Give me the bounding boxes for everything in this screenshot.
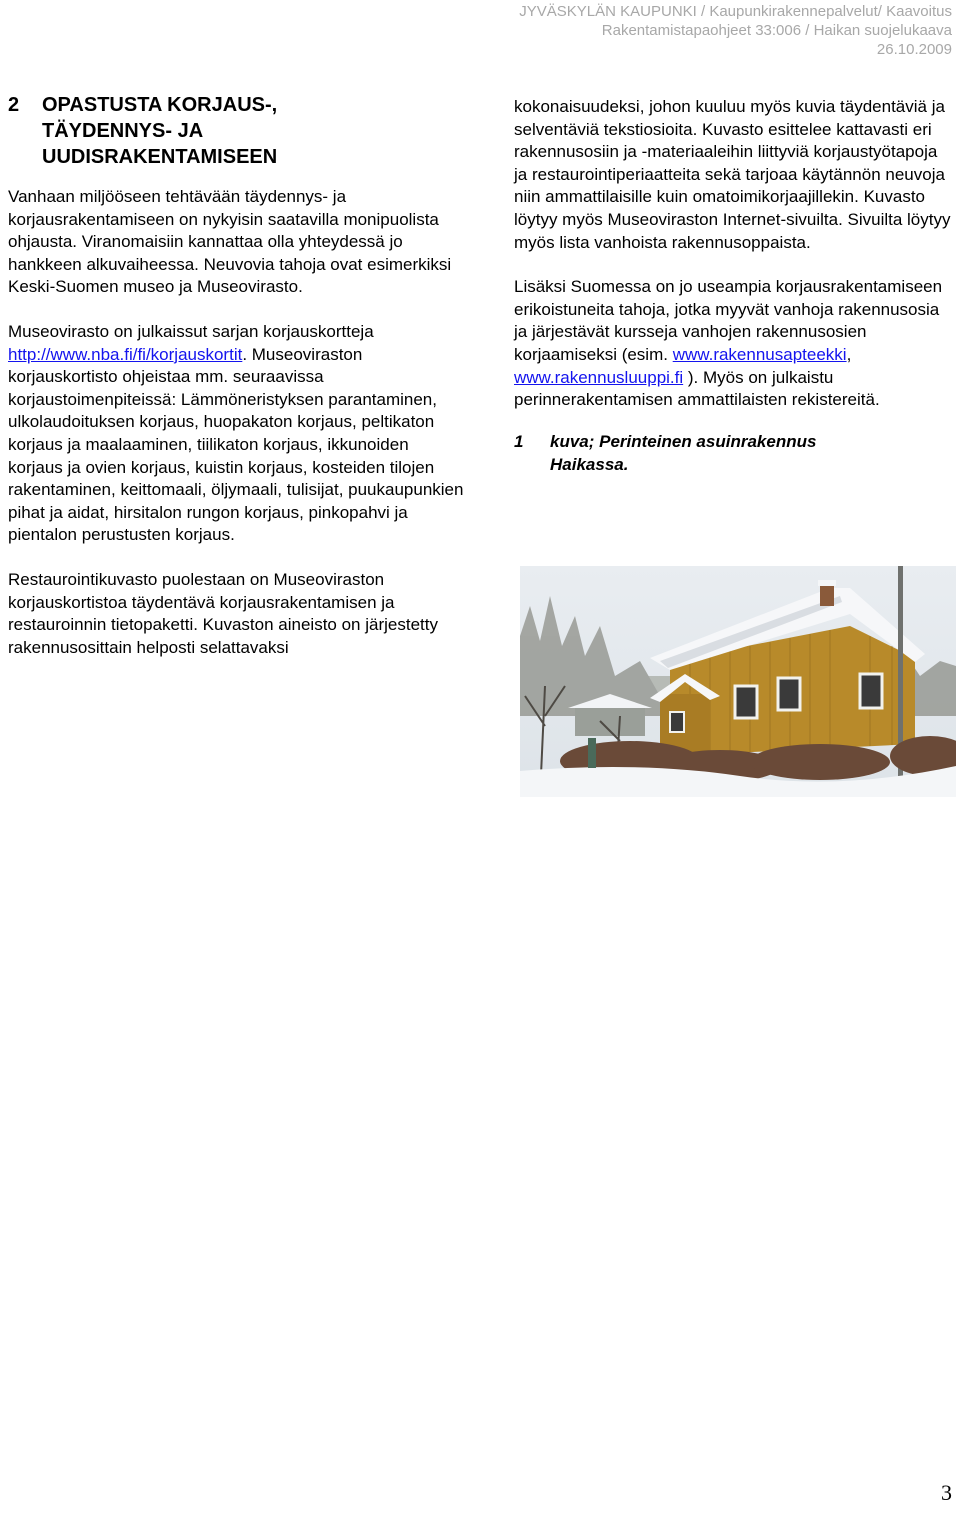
- right-column: [514, 96, 954, 476]
- section-title: OPASTUSTA KORJAUS-, TÄYDENNYS- JA UUDISRAKENTAMISEEN: [42, 94, 278, 168]
- paragraph-kuvasto: kokonaisuudeksi, johon kuuluu myös kuvia täydentäviä ja selventäviä tekstiosioita. Kuvasto esittelee kattavasti eri rakennusosiin ja -materiaaleihin liittyviä korjaustyötapoja ja restaurointiperiaatteita sekä tarjoaa käytännön neuvoja niin ammattilaisille kuin omatoimikorjaajillekin. Kuvasto löytyy myös Museoviraston Internet-sivuilta. Sivuilta löytyy myös lista vanhoista rakennusoppaista.: [514, 97, 951, 252]
- text-span: ). Myös on julkaistu perinnerakentamisen ammattilaisten rekistereitä.: [514, 367, 880, 410]
- left-column: [8, 92, 468, 659]
- text-span: Lisäksi Suomessa on jo useampia korjausrakentamiseen erikoistuneita tahoja, jotka myyvät vanhoja rakennusosia ja järjestävät kursseja vanhojen rakennusosien korjaamiseksi (esim.: [514, 277, 943, 364]
- meter-post: [588, 738, 596, 768]
- paragraph-tahot: [514, 276, 954, 412]
- text-span: ,: [846, 344, 852, 364]
- text-span: Museovirasto on julkaissut sarjan korjauskortteja: [8, 321, 374, 341]
- section-heading: [8, 92, 468, 170]
- chimney: [820, 584, 834, 606]
- figure-number: 1: [514, 431, 524, 451]
- paragraph-restaurointikuvasto: Restaurointikuvasto puolestaan on Museoviraston korjauskortistoa täydentävä korjausrakentamisen ja restauroinnin tietopaketti. Kuvaston aineisto on järjestetty rakennusosittain helposti selattavaksi: [8, 569, 438, 657]
- figure-caption: [514, 430, 954, 476]
- korjauskortit-link[interactable]: http://www.nba.fi/fi/korjauskortit: [8, 344, 243, 364]
- header-line-1: JYVÄSKYLÄN KAUPUNKI / Kaupunkirakennepalvelut/ Kaavoitus: [519, 3, 952, 20]
- page-number: 3: [941, 1480, 952, 1505]
- header-line-3: 26.10.2009: [876, 41, 952, 58]
- figure-caption-text: kuva; Perinteinen asuinrakennus Haikassa.: [550, 431, 817, 474]
- paragraph-korjauskortit: [8, 321, 468, 547]
- rakennusluuppi-link[interactable]: www.rakennusluuppi.fi: [514, 367, 684, 387]
- paragraph-guidance: Vanhaan miljööseen tehtävään täydennys- ja korjausrakentamiseen on nykyisin saatavilla monipuolista ohjausta. Viranomaisiin kannattaa olla yhteydessä jo hankkeen alkuvaiheessa. Neuvovia tahoja ovat esimerkiksi Keski-Suomen museo ja Museovirasto.: [8, 187, 452, 297]
- text-span: . Museoviraston korjauskortisto ohjeistaa mm. seuraavissa korjaustoimenpiteissä: Lämmöneristyksen parantaminen, ulkolaudoituksen korjaus, huopakaton korjaus, peltikaton korjaus ja maalaaminen, tiilikaton korjaus, ikkunoiden korjaus ja ovien korjaus, kuistin korjaus, kosteiden tilojen rakentaminen, keittomaali, öljymaali, tulisijat, puukaupunkien pihat ja aidat, hirsitalon rungon korjaus, pinkopahvi ja pientalon perustusten korjaus.: [8, 344, 464, 545]
- header-line-2: Rakentamistapaohjeet 33:006 / Haikan suojelukaava: [601, 22, 952, 39]
- house-photo: [520, 566, 956, 797]
- rakennusapteekki-link[interactable]: www.rakennusapteekki: [672, 344, 847, 364]
- section-number: 2: [8, 94, 20, 116]
- running-header: [352, 2, 952, 59]
